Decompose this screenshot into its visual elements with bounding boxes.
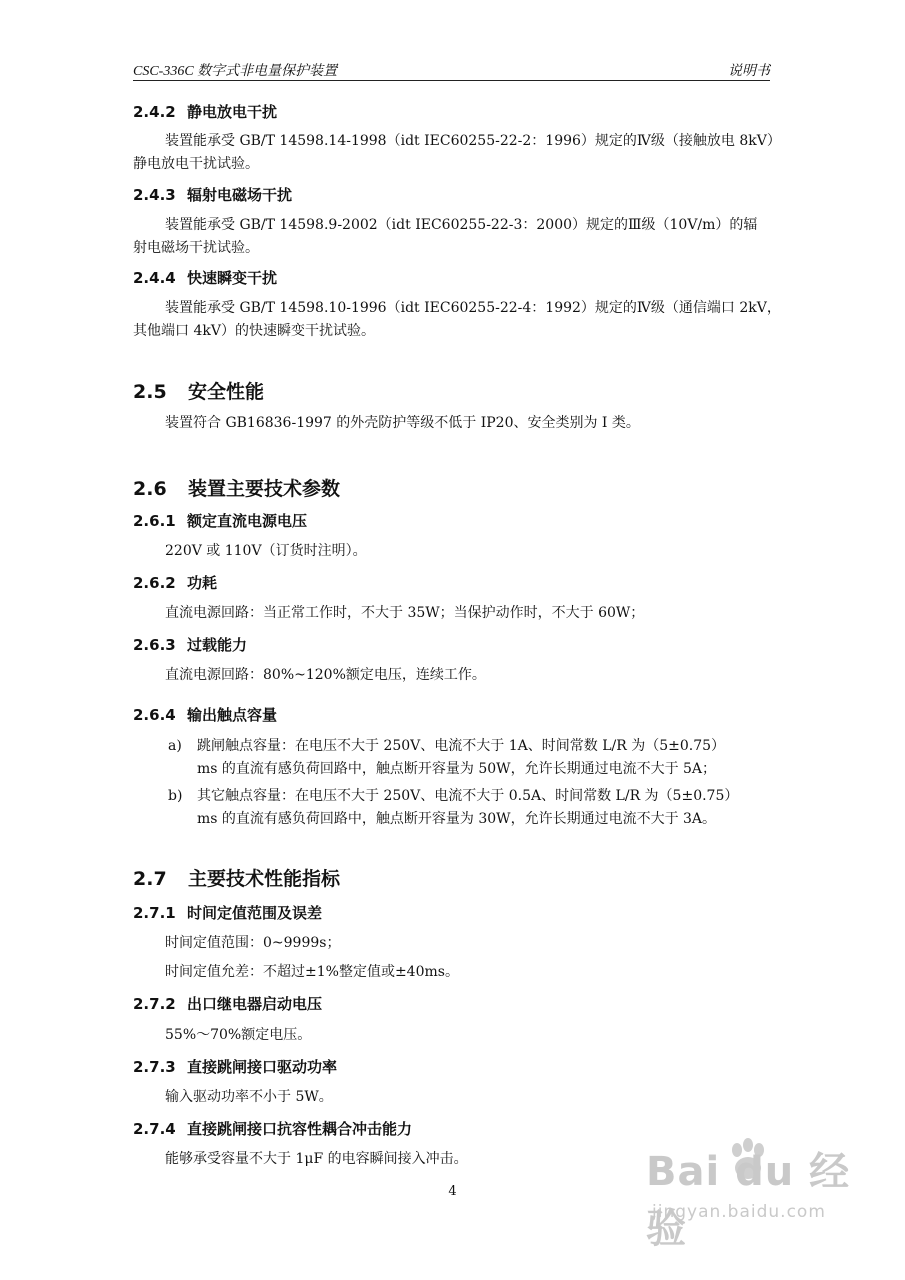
heading-number: 2.7.3 bbox=[133, 1058, 176, 1076]
heading-text: 功耗 bbox=[187, 574, 218, 592]
heading-number: 2.6.2 bbox=[133, 574, 176, 592]
paragraph: 直流电源回路：当正常工作时，不大于 35W；当保护动作时，不大于 60W； bbox=[165, 605, 645, 621]
list-item: ms 的直流有感负荷回路中，触点断开容量为 30W，允许长期通过电流不大于 3A。 bbox=[197, 811, 717, 827]
paragraph: 装置能承受 GB/T 14598.14-1998（idt IEC60255-22-2：1996）规定的Ⅳ级（接触放电 8kV） bbox=[165, 133, 781, 149]
paragraph: 输入驱动功率不小于 5W。 bbox=[165, 1089, 333, 1105]
list-item: 跳闸触点容量：在电压不大于 250V、电流不大于 1A、时间常数 L/R 为（5±0.75） bbox=[197, 738, 726, 754]
paragraph: 55%～70%额定电压。 bbox=[165, 1027, 312, 1043]
list-marker-b: b) bbox=[168, 788, 183, 804]
paragraph: 装置能承受 GB/T 14598.10-1996（idt IEC60255-22-4：1992）规定的Ⅳ级（通信端口 2kV， bbox=[165, 300, 781, 316]
heading-text: 出口继电器启动电压 bbox=[187, 995, 323, 1013]
heading-2-7 bbox=[133, 864, 340, 891]
heading-number: 2.6.4 bbox=[133, 706, 176, 724]
heading-2-6-2 bbox=[133, 572, 217, 593]
watermark-site: jingyan.baidu.com bbox=[652, 1202, 826, 1222]
heading-number: 2.7 bbox=[133, 868, 167, 890]
heading-text: 额定直流电源电压 bbox=[187, 512, 308, 530]
heading-text: 装置主要技术参数 bbox=[188, 478, 341, 500]
heading-text: 直接跳闸接口驱动功率 bbox=[187, 1058, 338, 1076]
paragraph: 220V 或 110V（订货时注明）。 bbox=[165, 543, 367, 559]
paragraph: 其他端口 4kV）的快速瞬变干扰试验。 bbox=[133, 323, 375, 339]
paragraph: 能够承受容量不大于 1μF 的电容瞬间接入冲击。 bbox=[165, 1151, 468, 1167]
heading-2-4-4 bbox=[133, 267, 277, 288]
heading-text: 过载能力 bbox=[187, 636, 248, 654]
page-header bbox=[133, 58, 770, 81]
heading-2-7-2 bbox=[133, 993, 322, 1014]
watermark-logo: Bai du 经验 bbox=[646, 1149, 851, 1252]
header-title: CSC-336C 数字式非电量保护装置 bbox=[133, 64, 338, 79]
list-item: ms 的直流有感负荷回路中，触点断开容量为 50W，允许长期通过电流不大于 5A； bbox=[197, 761, 717, 777]
heading-2-6 bbox=[133, 474, 340, 501]
baidu-jingyan-watermark bbox=[638, 1140, 878, 1250]
paragraph: 时间定值允差：不超过±1%整定值或±40ms。 bbox=[165, 964, 459, 980]
heading-text: 时间定值范围及误差 bbox=[187, 904, 323, 922]
heading-number: 2.4.4 bbox=[133, 269, 176, 287]
heading-number: 2.6.3 bbox=[133, 636, 176, 654]
heading-2-4-2 bbox=[133, 101, 277, 122]
heading-number: 2.4.3 bbox=[133, 186, 176, 204]
paragraph: 静电放电干扰试验。 bbox=[133, 156, 259, 172]
list-marker-a: a) bbox=[168, 738, 182, 754]
paragraph: 直流电源回路：80%~120%额定电压，连续工作。 bbox=[165, 667, 486, 683]
heading-text: 主要技术性能指标 bbox=[188, 868, 341, 890]
heading-text: 直接跳闸接口抗容性耦合冲击能力 bbox=[187, 1120, 413, 1138]
heading-number: 2.6.1 bbox=[133, 512, 176, 530]
paragraph: 时间定值范围：0~9999s； bbox=[165, 935, 341, 951]
heading-2-6-4 bbox=[133, 704, 277, 725]
header-doc-type: 说明书 bbox=[728, 64, 770, 79]
heading-text: 辐射电磁场干扰 bbox=[187, 186, 293, 204]
heading-2-7-4 bbox=[133, 1118, 412, 1139]
heading-text: 输出触点容量 bbox=[187, 706, 278, 724]
paragraph: 装置能承受 GB/T 14598.9-2002（idt IEC60255-22-3：2000）规定的Ⅲ级（10V/m）的辐 bbox=[165, 217, 758, 233]
paragraph: 装置符合 GB16836-1997 的外壳防护等级不低于 IP20、安全类别为 I 类。 bbox=[165, 415, 640, 431]
heading-text: 静电放电干扰 bbox=[187, 103, 278, 121]
heading-text: 安全性能 bbox=[188, 381, 265, 403]
heading-2-7-1 bbox=[133, 902, 322, 923]
heading-number: 2.4.2 bbox=[133, 103, 176, 121]
heading-2-7-3 bbox=[133, 1056, 337, 1077]
paragraph: 射电磁场干扰试验。 bbox=[133, 240, 259, 256]
heading-number: 2.7.1 bbox=[133, 904, 176, 922]
list-item: 其它触点容量：在电压不大于 250V、电流不大于 0.5A、时间常数 L/R 为（5±0.75） bbox=[197, 788, 739, 804]
heading-2-4-3 bbox=[133, 184, 292, 205]
heading-number: 2.5 bbox=[133, 381, 167, 403]
heading-2-6-1 bbox=[133, 510, 307, 531]
heading-number: 2.7.4 bbox=[133, 1120, 176, 1138]
heading-2-5 bbox=[133, 377, 264, 404]
page-number: 4 bbox=[448, 1184, 457, 1199]
heading-number: 2.6 bbox=[133, 478, 167, 500]
heading-number: 2.7.2 bbox=[133, 995, 176, 1013]
heading-2-6-3 bbox=[133, 634, 247, 655]
heading-text: 快速瞬变干扰 bbox=[187, 269, 278, 287]
